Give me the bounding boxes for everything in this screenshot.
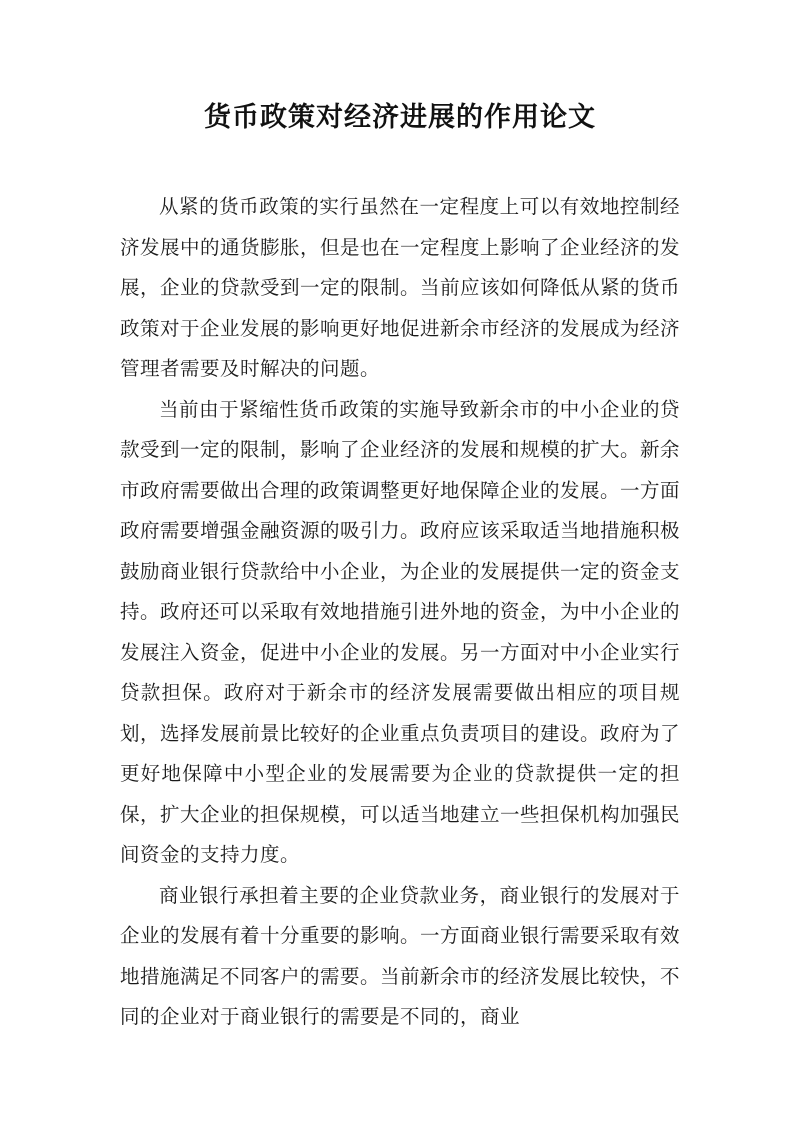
- document-body: [120, 187, 680, 1038]
- paragraph-2: 当前由于紧缩性货币政策的实施导致新余市的中小企业的贷款受到一定的限制，影响了企业经济的发展和规模的扩大。新余市政府需要做出合理的政策调整更好地保障企业的发展。一方面政府需要增强金融资源的吸引力。政府应该采取适当地措施积极鼓励商业银行贷款给中小企业，为企业的发展提供一定的资金支持。政府还可以采取有效地措施引进外地的资金，为中小企业的发展注入资金，促进中小企业的发展。另一方面对中小企业实行贷款担保。政府对于新余市的经济发展需要做出相应的项目规划，选择发展前景比较好的企业重点负责项目的建设。政府为了更好地保障中小型企业的发展需要为企业的贷款提供一定的担保，扩大企业的担保规模，可以适当地建立一些担保机构加强民间资金的支持力度。: [120, 397, 681, 866]
- paragraph-3: 商业银行承担着主要的企业贷款业务，商业银行的发展对于企业的发展有着十分重要的影响。一方面商业银行需要采取有效地措施满足不同客户的需要。当前新余市的经济发展比较快，不同的企业对于商业银行的需要是不同的，商业: [120, 883, 681, 1028]
- paragraph-1: 从紧的货币政策的实行虽然在一定程度上可以有效地控制经济发展中的通货膨胀，但是也在一定程度上影响了企业经济的发展，企业的贷款受到一定的限制。当前应该如何降低从紧的货币政策对于企业发展的影响更好地促进新余市经济的发展成为经济管理者需要及时解决的问题。: [120, 195, 681, 380]
- document-title: 货币政策对经济进展的作用论文: [204, 102, 596, 133]
